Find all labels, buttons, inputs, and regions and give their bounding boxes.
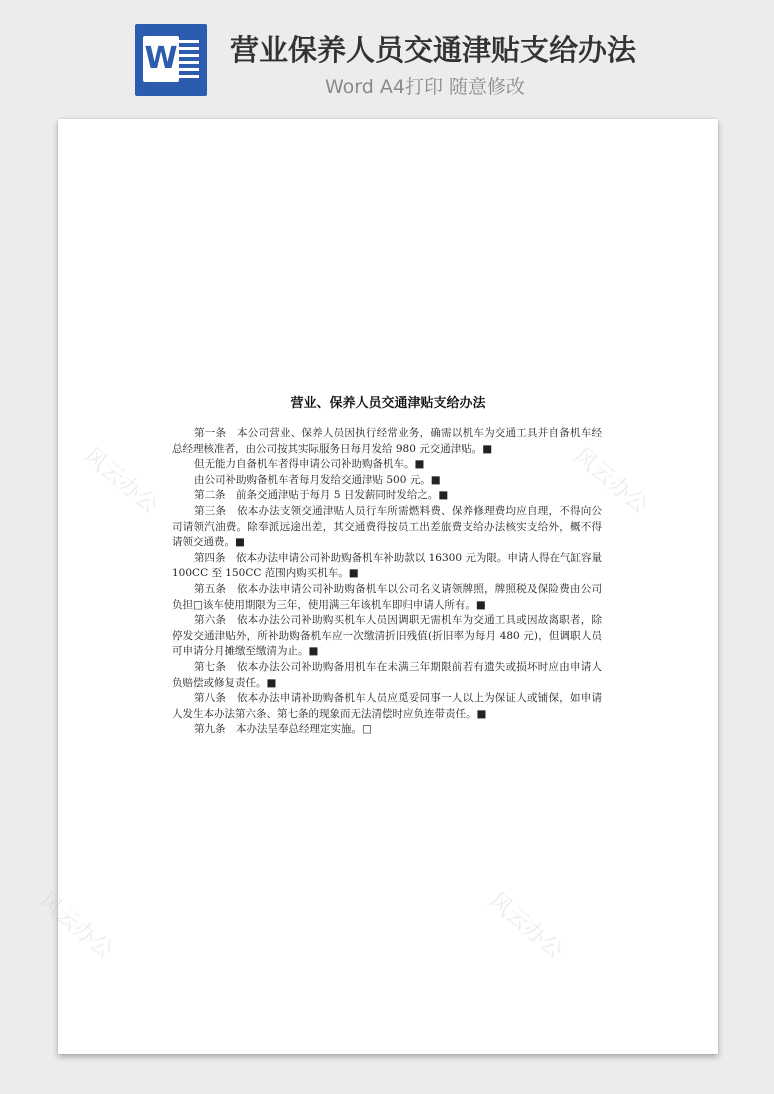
watermark: 风云办公 xyxy=(78,443,163,519)
page-title: 营业保养人员交通津贴支给办法 xyxy=(230,33,637,67)
document-page xyxy=(33,119,718,1054)
watermark: 风云办公 xyxy=(568,443,653,519)
article-paragraph: 第九条 本办法呈奉总经理定实施。□ xyxy=(194,723,372,736)
word-document-icon xyxy=(135,24,207,96)
document-body xyxy=(172,426,602,738)
watermark: 风云办公 xyxy=(33,888,118,964)
article-paragraph: 第三条 依本办法支领交通津贴人员行车所需燃料费、保养修理费均应自理，不得向公司请领汽油费。除奉派远途出差，其交通费得按员工出差旅费支给办法核实支给外，概不得请领交通费。■ xyxy=(172,504,602,549)
article-paragraph: 第八条 依本办法申请补助购备机车人员应觅妥同事一人以上为保证人或铺保，如申请人发生本办法第六条、第七条的现象而无法清偿时应负连带责任。■ xyxy=(172,692,602,720)
article-paragraph: 第一条 本公司营业、保养人员因执行经常业务，确需以机车为交通工具并自备机车经总经理核准者，由公司按其实际服务日每月发给 980 元交通津贴。■ xyxy=(172,427,602,455)
article-paragraph: 由公司补助购备机车者每月发给交通津贴 500 元。■ xyxy=(194,473,441,486)
article-paragraph: 第五条 依本办法申请公司补助购备机车以公司名义请领牌照，牌照税及保险费由公司负担□该车使用期限为三年，使用满三年该机车即归申请人所有。■ xyxy=(172,582,602,611)
watermark: 风云办公 xyxy=(483,888,568,964)
page-subtitle: Word A4打印 随意修改 xyxy=(325,76,526,98)
article-paragraph: 第六条 依本办法公司补助购买机车人员因调职无需机车为交通工具或因故离职者，除停发交通津贴外，所补助购备机车应一次缴清折旧残值(折旧率为每月 480 元)，但调职人员可申请分月摊缴至缴清为止。■ xyxy=(172,614,602,658)
document-title: 营业、保养人员交通津贴支给办法 xyxy=(290,396,486,411)
article-paragraph: 第二条 前条交通津贴于每月 5 日发薪同时发给之。■ xyxy=(194,489,449,502)
text-lines-icon xyxy=(177,40,199,82)
article-paragraph: 第四条 依本办法申请公司补助购备机车补助款以 16300 元为限。申请人得在气缸容量 100CC 至 150CC 范围内购买机车。■ xyxy=(172,551,602,580)
header xyxy=(0,0,774,110)
article-paragraph: 但无能力自备机车者得申请公司补助购备机车。■ xyxy=(194,458,425,471)
article-paragraph: 第七条 依本办法公司补助购备用机车在未满三年期限前若有遗失或损坏时应由申请人负赔偿或修复责任。■ xyxy=(172,660,602,689)
logo-letter: W xyxy=(143,36,179,82)
